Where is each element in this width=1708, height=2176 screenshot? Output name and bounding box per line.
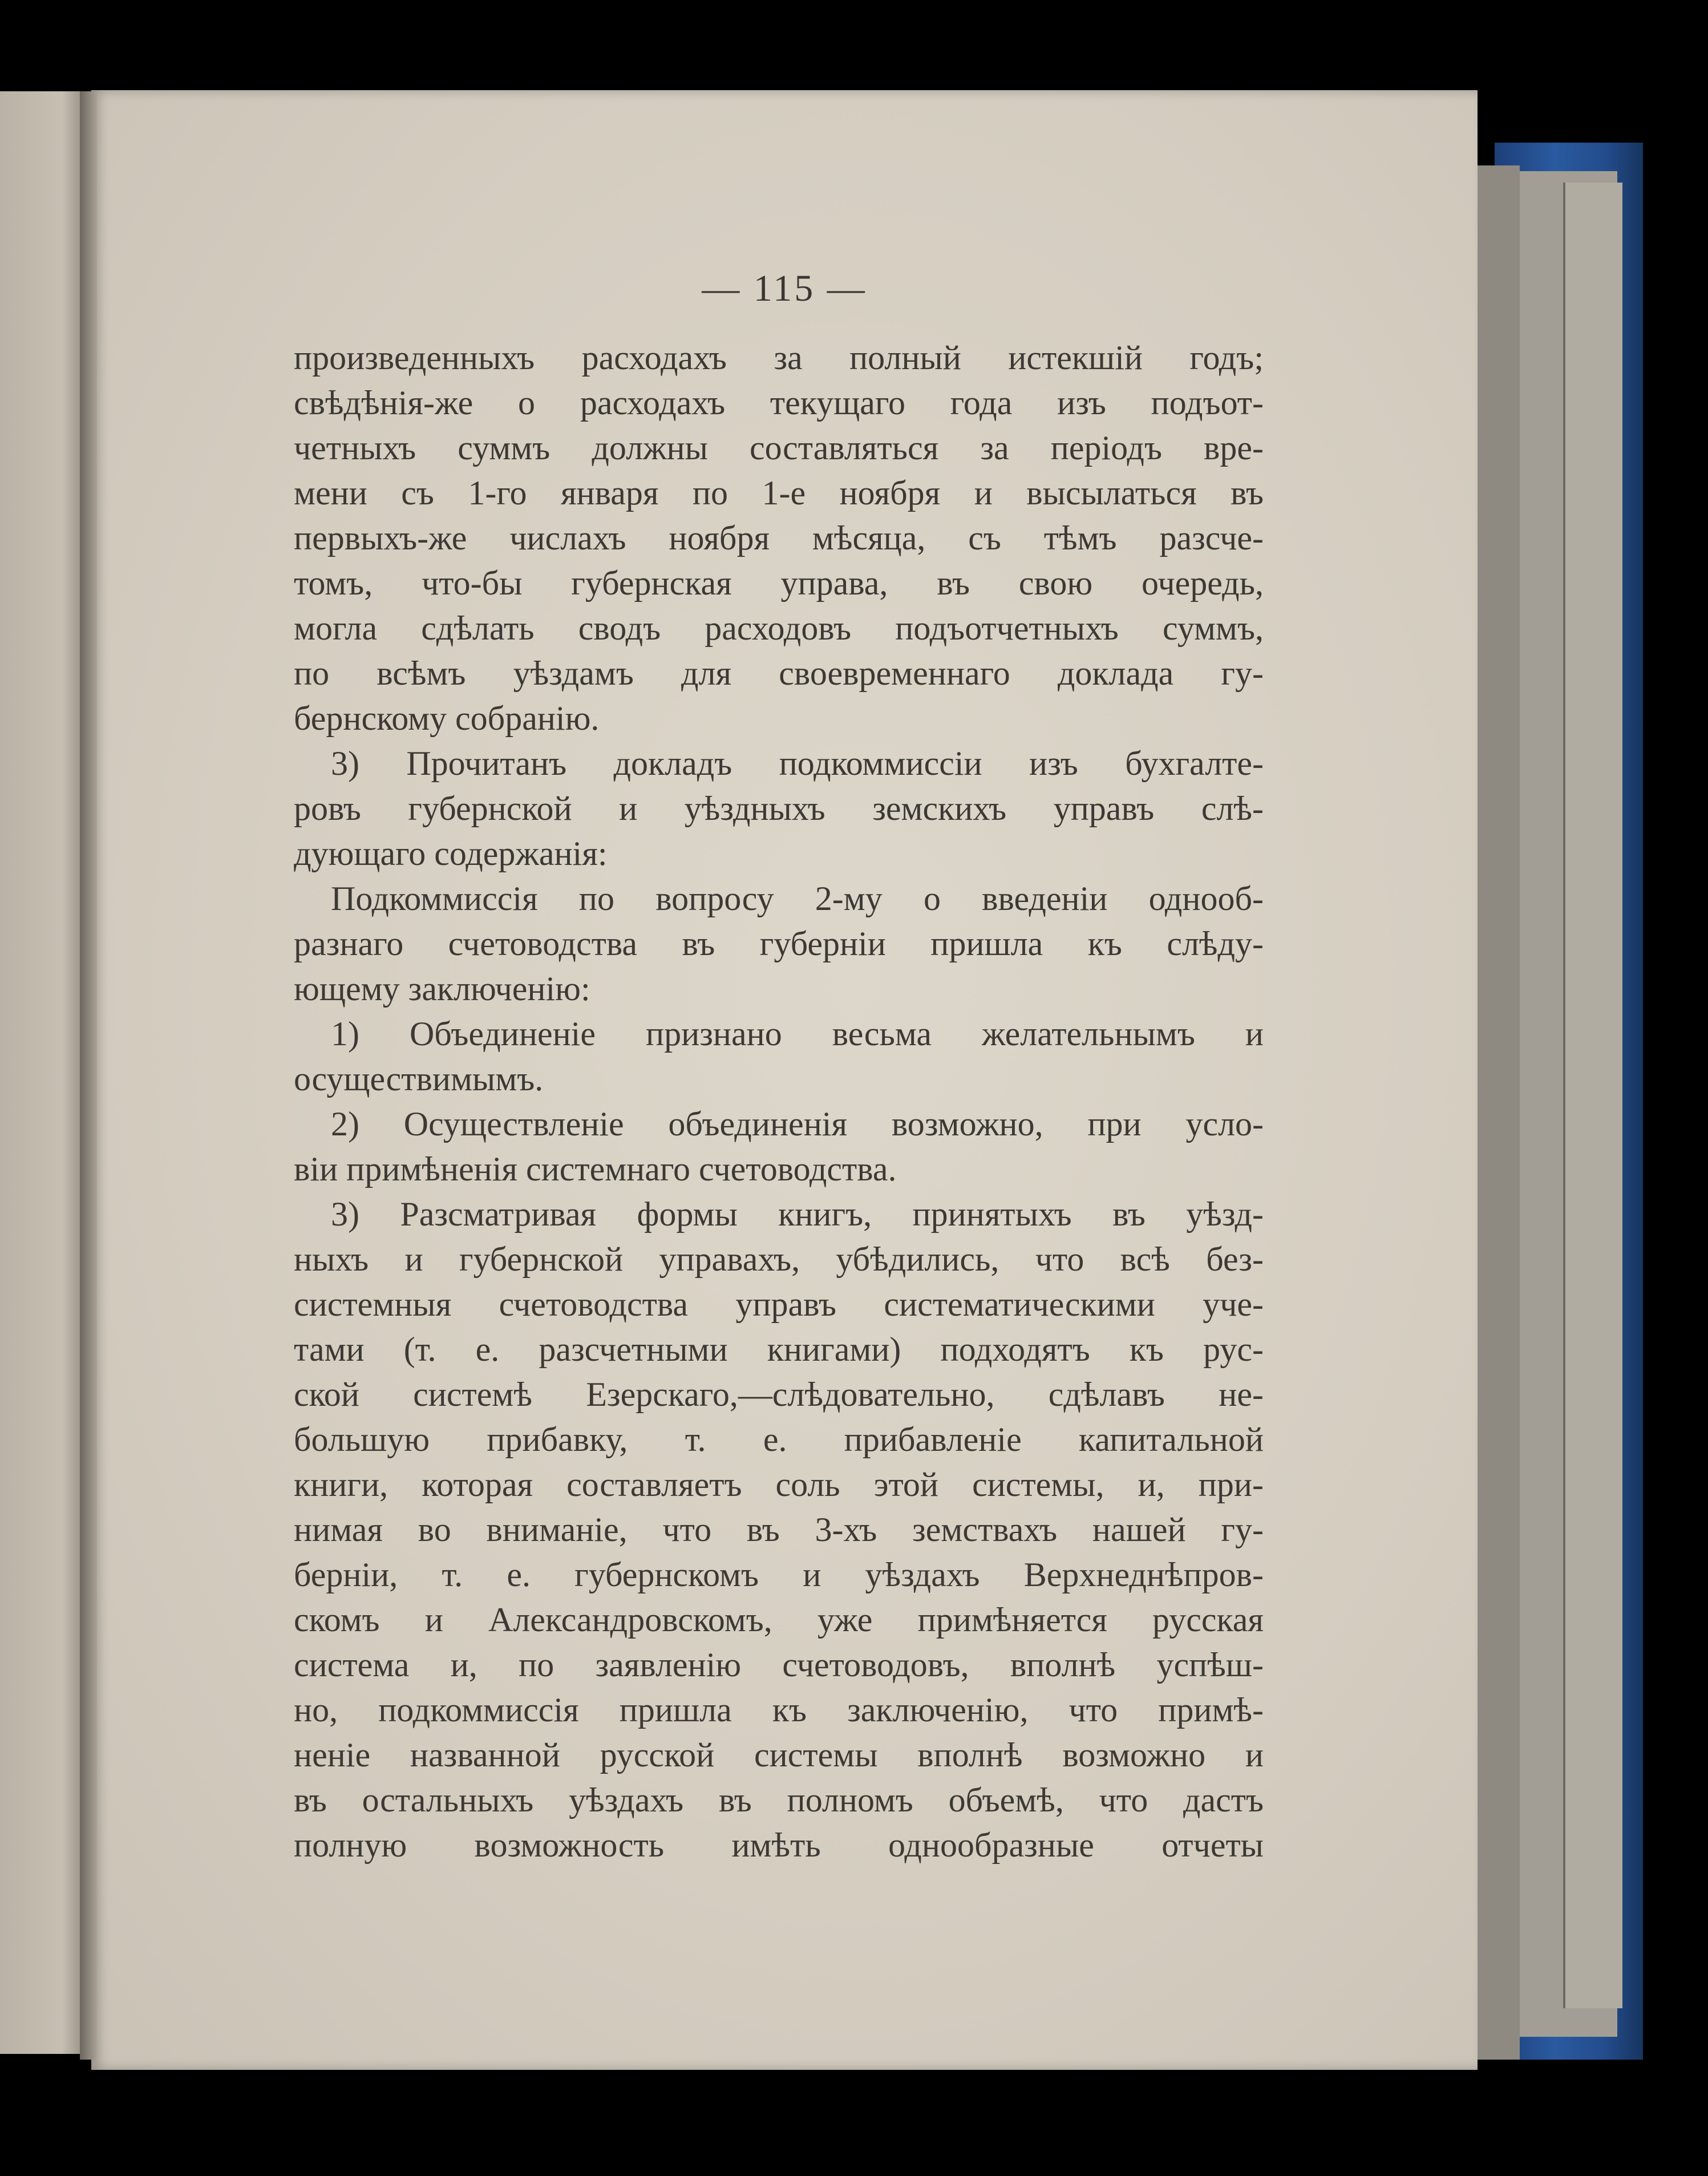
text-line: 3) Разсматривая формы книгъ, принятыхъ въ уѣзд- — [331, 1195, 1264, 1233]
text-line: віи примѣненія системнаго счетоводства. — [294, 1150, 897, 1188]
text-line: по всѣмъ уѣздамъ для своевременнаго доклада гу- — [294, 654, 1264, 692]
text-line: 2) Осуществленіе объединенія возможно, при усло- — [331, 1105, 1264, 1143]
text-line: ровъ губернской и уѣздныхъ земскихъ управъ слѣ- — [294, 790, 1264, 827]
text-line: Подкоммиссія по вопросу 2-му о введеніи однооб- — [331, 880, 1264, 917]
text-line: въ остальныхъ уѣздахъ въ полномъ объемѣ, что дастъ — [294, 1781, 1264, 1819]
text-line: бернскому собранію. — [294, 699, 600, 737]
text-line: мени съ 1-го января по 1-е ноября и высылаться въ — [294, 474, 1264, 512]
text-line: свѣдѣнія-же о расходахъ текущаго года изъ подъот- — [294, 384, 1264, 422]
page-text — [294, 335, 1264, 1868]
text-line: дующаго содержанія: — [294, 835, 608, 872]
text-line: но, подкоммиссія пришла къ заключенію, что примѣ- — [294, 1691, 1264, 1729]
text-line: тами (т. е. разсчетными книгами) подходятъ къ рус- — [294, 1330, 1264, 1368]
text-line: берніи, т. е. губернскомъ и уѣздахъ Верхнеднѣпров- — [294, 1556, 1264, 1593]
text-line: книги, которая составляетъ соль этой системы, и, при- — [294, 1466, 1264, 1503]
text-line: система и, по заявленію счетоводовъ, вполнѣ успѣш- — [294, 1646, 1264, 1684]
text-line: первыхъ-же числахъ ноября мѣсяца, съ тѣмъ разсче- — [294, 519, 1264, 557]
previous-page — [0, 91, 88, 2054]
text-line: томъ, что-бы губернская управа, въ свою очередь, — [294, 564, 1264, 602]
page-edge-shadow — [1472, 165, 1520, 2060]
text-line: ющему заключенію: — [294, 970, 590, 1008]
text-line: ской системѣ Езерскаго,—слѣдовательно, сдѣлавъ не- — [294, 1376, 1264, 1413]
text-line: осуществимымъ. — [294, 1060, 544, 1098]
text-line: нимая во вниманіе, что въ 3-хъ земствахъ нашей гу- — [294, 1511, 1264, 1548]
gutter — [80, 91, 97, 2060]
text-line: большую прибавку, т. е. прибавленіе капитальной — [294, 1421, 1264, 1458]
text-line: произведенныхъ расходахъ за полный истекшій годъ; — [294, 339, 1264, 377]
text-line: 3) Прочитанъ докладъ подкоммиссіи изъ бухгалте- — [331, 745, 1264, 782]
text-line: четныхъ суммъ должны составляться за періодъ вре- — [294, 429, 1264, 467]
page-number: — 115 — — [702, 268, 867, 309]
text-line: ныхъ и губернской управахъ, убѣдились, что всѣ без- — [294, 1240, 1264, 1278]
text-line: неніе названной русской системы вполнѣ возможно и — [294, 1736, 1264, 1774]
text-line: скомъ и Александровскомъ, уже примѣняется русская — [294, 1601, 1264, 1639]
text-line: могла сдѣлать сводъ расходовъ подъотчетныхъ суммъ, — [294, 609, 1264, 647]
page-edges-inner — [1563, 183, 1622, 2008]
text-line: 1) Объединеніе признано весьма желательнымъ и — [331, 1015, 1264, 1053]
text-line: полную возможность имѣть однообразные отчеты — [294, 1826, 1264, 1864]
text-line: разнаго счетоводства въ губерніи пришла къ слѣду- — [294, 925, 1264, 962]
text-line: системныя счетоводства управъ систематическими уче- — [294, 1285, 1264, 1323]
book-page — [91, 90, 1478, 2070]
